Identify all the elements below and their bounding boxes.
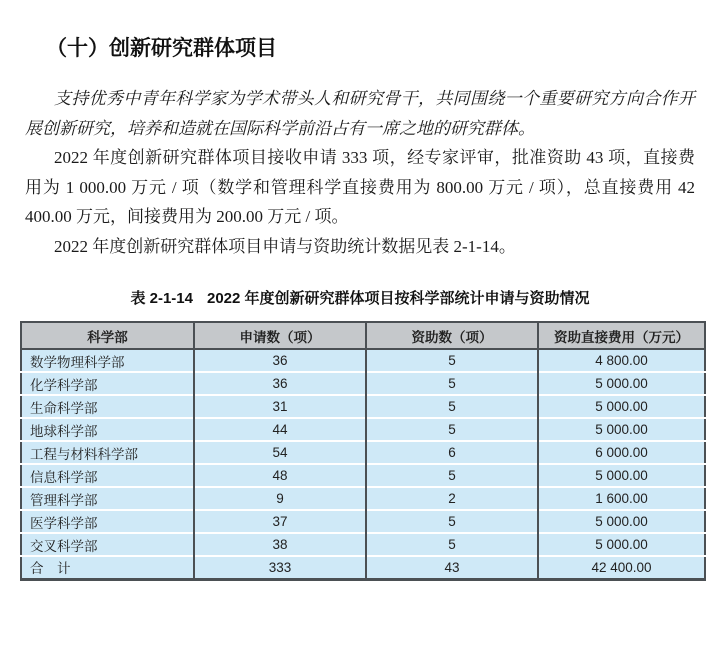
- department-cell: 管理科学部: [21, 487, 194, 510]
- value-cell: 5: [366, 464, 538, 487]
- table-row: [21, 372, 705, 395]
- column-header-funded: 资助数（项）: [366, 322, 538, 349]
- value-cell: 5 000.00: [538, 510, 705, 533]
- table-caption: [25, 289, 695, 309]
- table-header-row: [21, 322, 705, 349]
- value-cell: 42 400.00: [538, 556, 705, 579]
- table-row: [21, 349, 705, 372]
- value-cell: 54: [194, 441, 366, 464]
- value-cell: 1 600.00: [538, 487, 705, 510]
- value-cell: 36: [194, 372, 366, 395]
- section-title: （十）创新研究群体项目: [46, 37, 277, 60]
- value-cell: 5: [366, 533, 538, 556]
- department-cell: 医学科学部: [21, 510, 194, 533]
- table-caption-title: 2022 年度创新研究群体项目按科学部统计申请与资助情况: [206, 290, 590, 307]
- department-cell: 地球科学部: [21, 418, 194, 441]
- table-body: [21, 349, 705, 579]
- value-cell: 9: [194, 487, 366, 510]
- department-cell: 数学物理科学部: [21, 349, 194, 372]
- value-cell: 36: [194, 349, 366, 372]
- value-cell: 2: [366, 487, 538, 510]
- value-cell: 5 000.00: [538, 395, 705, 418]
- column-header-department: 科学部: [21, 322, 194, 349]
- value-cell: 5: [366, 395, 538, 418]
- column-header-direct-cost: 资助直接费用（万元）: [538, 322, 705, 349]
- department-cell: 生命科学部: [21, 395, 194, 418]
- table-row: [21, 510, 705, 533]
- table-caption-number: 表 2-1-14: [130, 290, 193, 307]
- value-cell: 6 000.00: [538, 441, 705, 464]
- value-cell: 5: [366, 418, 538, 441]
- stats-table: [20, 321, 706, 581]
- department-cell: 信息科学部: [21, 464, 194, 487]
- table-row: [21, 556, 705, 579]
- value-cell: 5: [366, 510, 538, 533]
- value-cell: 6: [366, 441, 538, 464]
- value-cell: 5 000.00: [538, 418, 705, 441]
- table-row: [21, 487, 705, 510]
- value-cell: 5 000.00: [538, 464, 705, 487]
- table-row: [21, 418, 705, 441]
- value-cell: 5 000.00: [538, 533, 705, 556]
- value-cell: 31: [194, 395, 366, 418]
- table-row: [21, 533, 705, 556]
- value-cell: 5 000.00: [538, 372, 705, 395]
- paragraph-intro: 支持优秀中青年科学家为学术带头人和研究骨干，共同围绕一个重要研究方向合作开展创新研究，培养和造就在国际科学前沿占有一席之地的研究群体。: [25, 89, 695, 138]
- paragraph-stats: 2022 年度创新研究群体项目接收申请 333 项，经专家评审，批准资助 43 项，直接费用为 1 000.00 万元 / 项（数学和管理科学直接费用为 800.00 万元 / 项），总直接费用 42 400.00 万元，间接费用为 200.00 万元 / 项。: [25, 148, 695, 226]
- table-row: [21, 441, 705, 464]
- value-cell: 333: [194, 556, 366, 579]
- department-cell: 合 计: [21, 556, 194, 579]
- value-cell: 5: [366, 349, 538, 372]
- paragraph-tableref: 2022 年度创新研究群体项目申请与资助统计数据见表 2-1-14。: [54, 236, 516, 256]
- value-cell: 37: [194, 510, 366, 533]
- department-cell: 工程与材料科学部: [21, 441, 194, 464]
- column-header-applications: 申请数（项）: [194, 322, 366, 349]
- value-cell: 48: [194, 464, 366, 487]
- department-cell: 化学科学部: [21, 372, 194, 395]
- value-cell: 44: [194, 418, 366, 441]
- value-cell: 5: [366, 372, 538, 395]
- department-cell: 交叉科学部: [21, 533, 194, 556]
- table-row: [21, 395, 705, 418]
- value-cell: 38: [194, 533, 366, 556]
- value-cell: 4 800.00: [538, 349, 705, 372]
- body-text: [25, 84, 695, 261]
- value-cell: 43: [366, 556, 538, 579]
- table-row: [21, 464, 705, 487]
